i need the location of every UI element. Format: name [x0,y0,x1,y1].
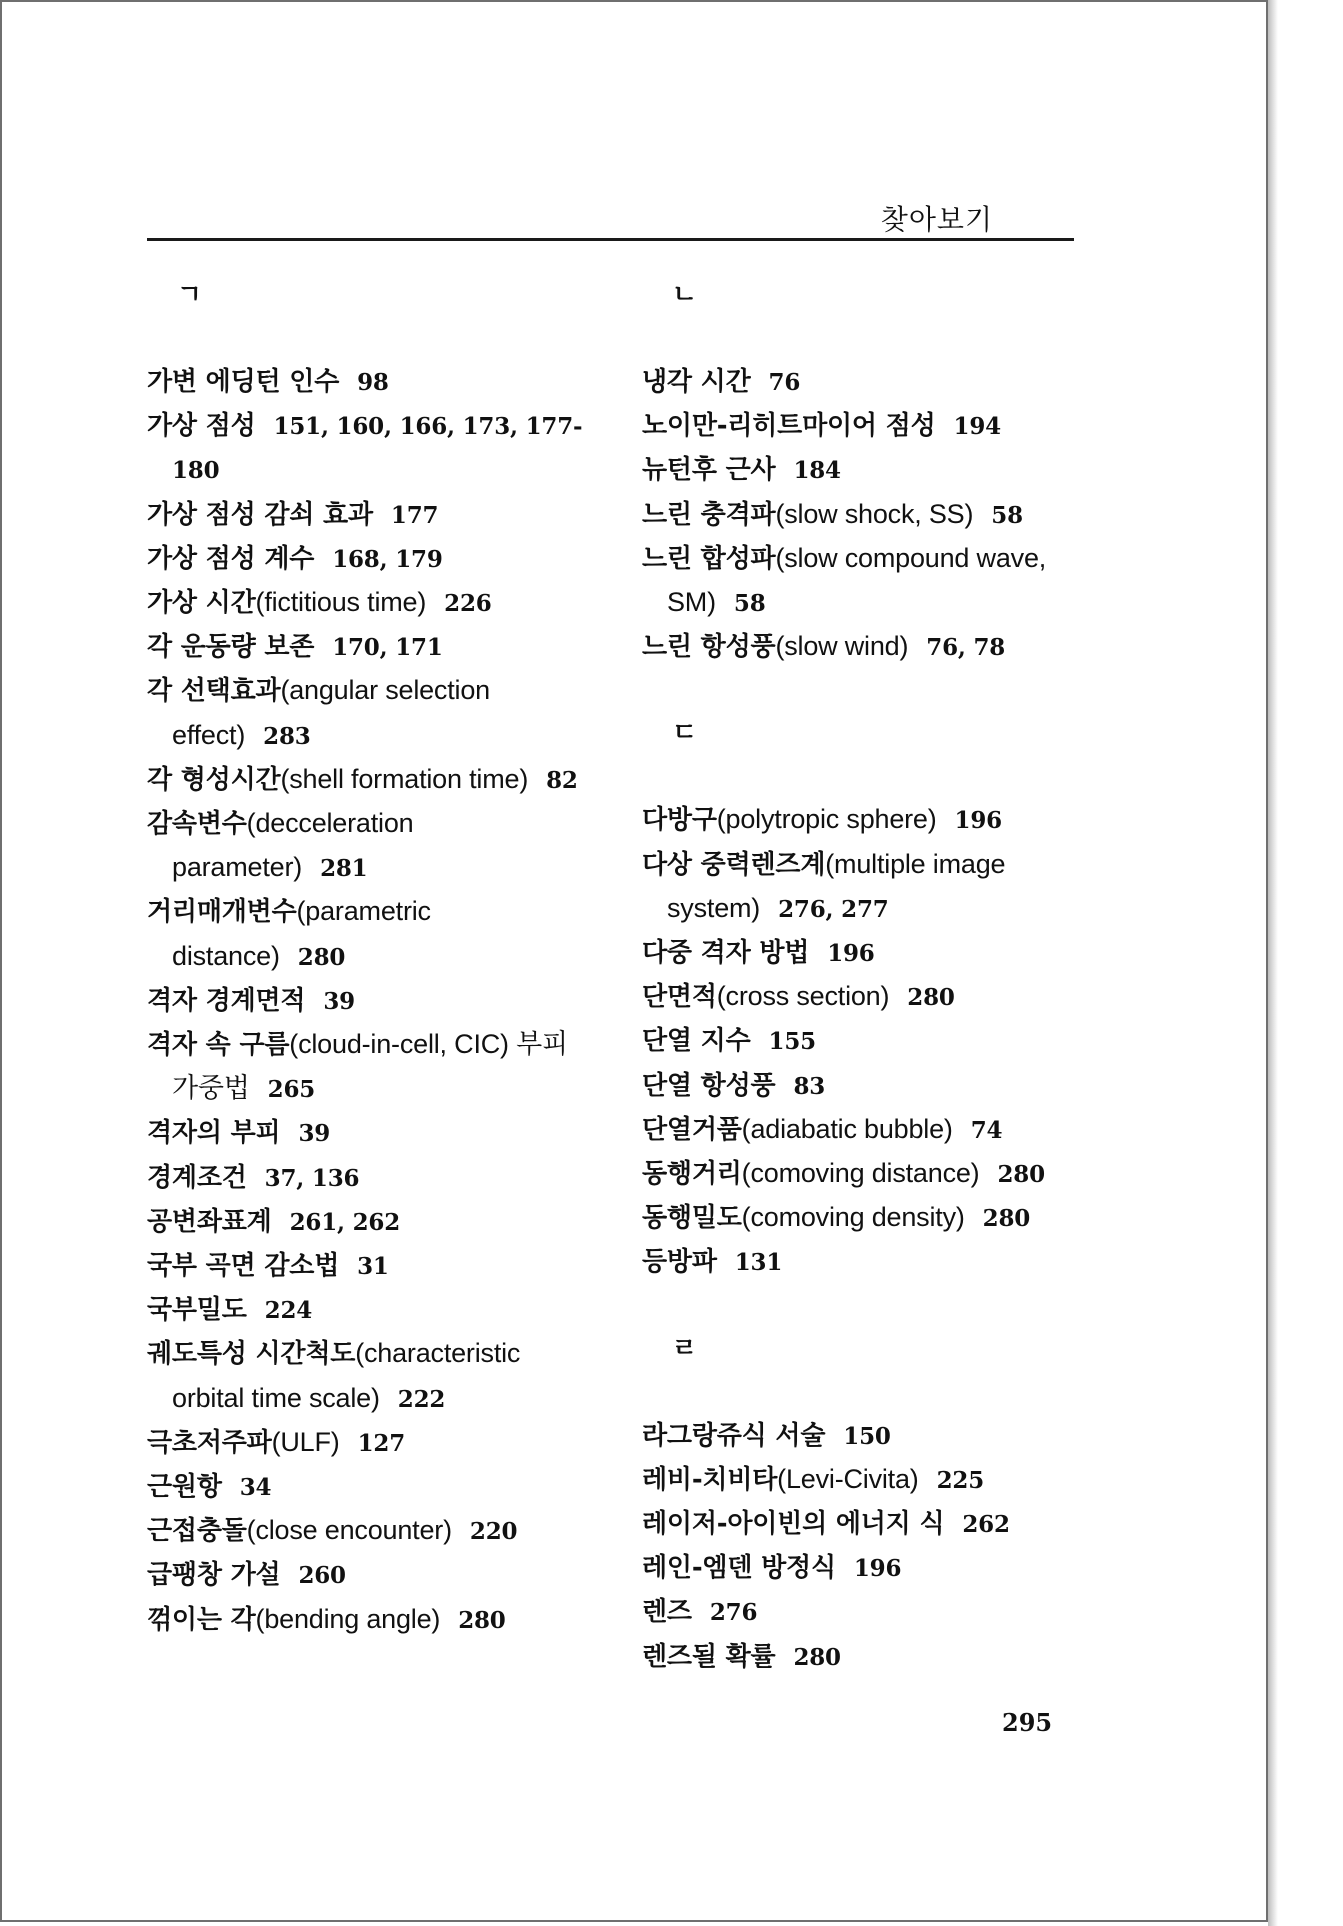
index-page-refs: 280 [458,1606,506,1634]
index-term: 냉각 시간 [642,367,751,397]
index-gloss: (slow wind) [775,631,909,662]
index-entry [147,1421,597,1465]
index-entry [147,1244,597,1288]
index-page-refs: 127 [357,1429,406,1457]
index-group-letter: ㄱ [177,280,203,310]
index-gloss: (Levi-Civita) [777,1463,919,1494]
index-page-refs: 280 [907,984,955,1012]
group-spacer [642,1285,1082,1328]
index-entry [642,1196,1082,1240]
index-entry [147,802,597,890]
index-page-refs: 265 [267,1076,316,1104]
index-term: 느린 항성풍 [642,632,776,663]
index-term: 라그랑쥬식 서술 [642,1420,826,1451]
index-gloss: (polytropic sphere) [716,804,937,835]
index-page-refs: 83 [793,1072,826,1100]
index-entry [147,625,597,669]
index-term: 느린 합성파 [642,543,776,574]
index-entry [147,1509,597,1553]
index-group-letter: ㄴ [672,280,698,310]
index-page-refs: 260 [298,1562,346,1590]
index-column-left [147,274,597,1642]
index-entry [642,537,1082,625]
index-page-refs: 39 [298,1120,331,1148]
index-page-refs: 280 [997,1161,1045,1189]
index-page-refs: 82 [546,766,578,794]
index-gloss: (shell formation time) [280,763,529,794]
index-entry [642,625,1082,669]
index-term: 다중 격자 방법 [642,938,810,969]
index-term: 공변좌표계 [147,1206,272,1237]
index-page-refs: 280 [793,1643,841,1671]
index-entry [642,404,1082,448]
index-entry [147,537,597,581]
index-page-refs: 196 [954,807,1002,835]
index-entry [147,493,597,537]
index-term: 국부 곡면 감소법 [147,1251,340,1282]
index-term: 노이만-리히트마이어 점성 [642,411,936,442]
index-page-refs: 283 [263,722,311,750]
index-entry [147,979,597,1023]
index-term: 단열 항성풍 [642,1070,776,1101]
index-entry [642,1414,1082,1458]
index-term: 꺾이는 각 [147,1604,256,1635]
index-entry [642,360,1082,404]
index-term: 궤도특성 시간척도 [147,1339,356,1370]
index-term: 각 형성시간 [147,764,281,795]
index-term: 가상 점성 계수 [147,543,315,574]
index-entry [147,1598,597,1642]
index-term: 다상 중력렌즈계 [642,849,826,880]
index-page-refs: 262 [962,1511,1010,1539]
index-entry [147,1200,597,1244]
index-page-refs: 170, 171 [332,634,443,662]
index-page-refs: 222 [397,1385,446,1413]
index-term: 단면적 [642,982,717,1013]
index-page-refs: 276, 277 [778,895,889,923]
index-page-refs: 39 [323,987,355,1015]
index-term: 뉴턴후 근사 [642,455,776,486]
index-term: 거리매개변수 [147,897,297,928]
index-entry [642,1019,1082,1063]
index-term: 동행밀도 [642,1203,742,1234]
index-gloss: (decceleration parameter) [172,808,414,883]
index-page-refs: 131 [734,1249,783,1277]
index-entry [642,493,1082,537]
index-entry [642,1240,1082,1284]
index-term: 레인-엠덴 방정식 [642,1553,836,1584]
index-term: 감속변수 [147,809,247,840]
index-entry [147,1553,597,1597]
index-page-refs: 280 [297,943,346,971]
index-entry [642,1152,1082,1196]
page-number: 295 [1002,1708,1053,1737]
index-term: 가상 점성 [147,411,256,442]
index-entry [147,1156,597,1200]
index-term: 가변 에딩턴 인수 [147,367,340,397]
running-head: 찾아보기 [880,203,993,236]
index-term: 각 운동량 보존 [147,632,315,663]
index-gloss: (characteristic orbital time scale) [172,1338,521,1413]
index-entry [147,890,597,978]
index-page-refs: 225 [936,1466,985,1494]
index-entry [642,843,1082,931]
index-gloss: (slow compound wave, SM) [667,542,1047,618]
index-gloss: (adiabatic bubble) [741,1113,953,1144]
index-entry [147,669,597,757]
index-entry [642,1458,1082,1502]
index-page-refs: 98 [357,369,389,396]
index-page-refs: 177 [390,501,439,529]
index-page-refs: 168, 179 [332,545,443,573]
index-gloss: (close encounter) [246,1515,452,1546]
index-term: 렌즈 [642,1597,692,1628]
index-page-refs: 34 [239,1474,272,1502]
index-term: 각 선택효과 [147,676,281,707]
index-term: 다방구 [642,805,717,836]
index-entry [642,1502,1082,1546]
index-page-refs: 155 [768,1028,816,1056]
index-term: 느린 충격파 [642,499,776,530]
letter-spacer [642,755,1082,798]
index-gloss: (fictitious time) [255,587,427,618]
index-entry [642,931,1082,975]
index-entry [642,1590,1082,1634]
index-page-refs: 151, 160, 166, 173, 177-180 [172,413,583,485]
index-page-refs: 76, 78 [926,634,1006,662]
index-term: 레비-치비타 [642,1464,778,1495]
index-group-letter: ㄹ [672,1333,698,1364]
index-page-refs: 76 [768,369,801,396]
index-page-refs: 31 [357,1253,389,1281]
index-gloss: (bending angle) [255,1603,441,1634]
index-term: 급팽창 가설 [147,1560,281,1591]
index-page-refs: 276 [709,1599,758,1627]
index-page-refs: 261, 262 [289,1208,401,1236]
index-gloss: (ULF) [271,1426,340,1457]
index-gloss: (slow shock, SS) [775,498,974,529]
index-group-letter: ㄷ [672,718,698,749]
index-term: 격자 속 구름 [147,1030,290,1061]
index-entry [147,1332,597,1420]
page-edge-shadow [1268,0,1278,1926]
index-column-right [642,274,1082,1679]
index-term: 격자 경계면적 [147,985,306,1016]
index-term: 격자의 부피 [147,1118,281,1149]
letter-spacer [642,317,1082,360]
index-page-refs: 184 [793,457,841,485]
index-entry [147,581,597,625]
header-rule [147,238,1074,241]
index-entry [147,1465,597,1509]
index-term: 근원항 [147,1472,222,1503]
index-gloss: (angular selection effect) [172,675,490,750]
index-entry [147,1023,597,1111]
index-entry [642,975,1082,1019]
letter-spacer [642,1371,1082,1414]
index-term: 동행거리 [642,1159,742,1190]
index-gloss: (comoving density) [741,1202,965,1233]
index-entry [642,1108,1082,1152]
index-gloss: (comoving distance) [741,1158,980,1189]
index-term: 국부밀도 [147,1295,247,1326]
index-gloss: (cross section) [716,981,890,1012]
index-entry [642,1064,1082,1108]
index-entry [147,360,597,404]
index-page-refs: 224 [264,1297,313,1325]
index-entry [642,1546,1082,1590]
index-page-refs: 194 [953,413,1001,441]
index-term: 레이저-아이빈의 에너지 식 [642,1509,945,1540]
letter-spacer [147,317,597,360]
index-page-refs: 280 [982,1205,1031,1233]
index-page-refs: 58 [991,501,1023,529]
index-term: 가상 시간 [147,588,256,619]
index-term: 근접충돌 [147,1516,247,1547]
index-term: 경계조건 [147,1162,247,1193]
index-term: 가상 점성 감쇠 효과 [147,499,373,530]
index-page-refs: 37, 136 [264,1164,360,1192]
index-term: 렌즈될 확률 [642,1641,776,1672]
index-entry [642,1635,1082,1679]
index-gloss: (cloud-in-cell, CIC) 부피 가중법 [172,1029,568,1104]
index-term: 극초저주파 [147,1427,272,1458]
index-term: 등방파 [642,1247,717,1278]
index-entry [642,448,1082,492]
index-gloss: (parametric distance) [172,896,431,971]
index-page-refs: 150 [843,1422,891,1450]
index-entry [147,1288,597,1332]
index-page-refs: 74 [970,1116,1003,1144]
index-page-refs: 281 [320,855,368,883]
index-page-refs: 220 [469,1518,518,1546]
index-entry [642,798,1082,842]
index-entry [147,758,597,802]
index-term: 단열거품 [642,1114,742,1145]
index-term: 단열 지수 [642,1026,751,1057]
index-entry [147,404,597,492]
index-page-refs: 196 [827,940,875,968]
index-page-refs: 58 [733,590,766,618]
index-entry [147,1111,597,1155]
index-page-refs: 196 [853,1555,902,1583]
index-page-refs: 226 [444,590,492,618]
index-gloss: (multiple image system) [667,848,1006,923]
group-spacer [642,669,1082,712]
